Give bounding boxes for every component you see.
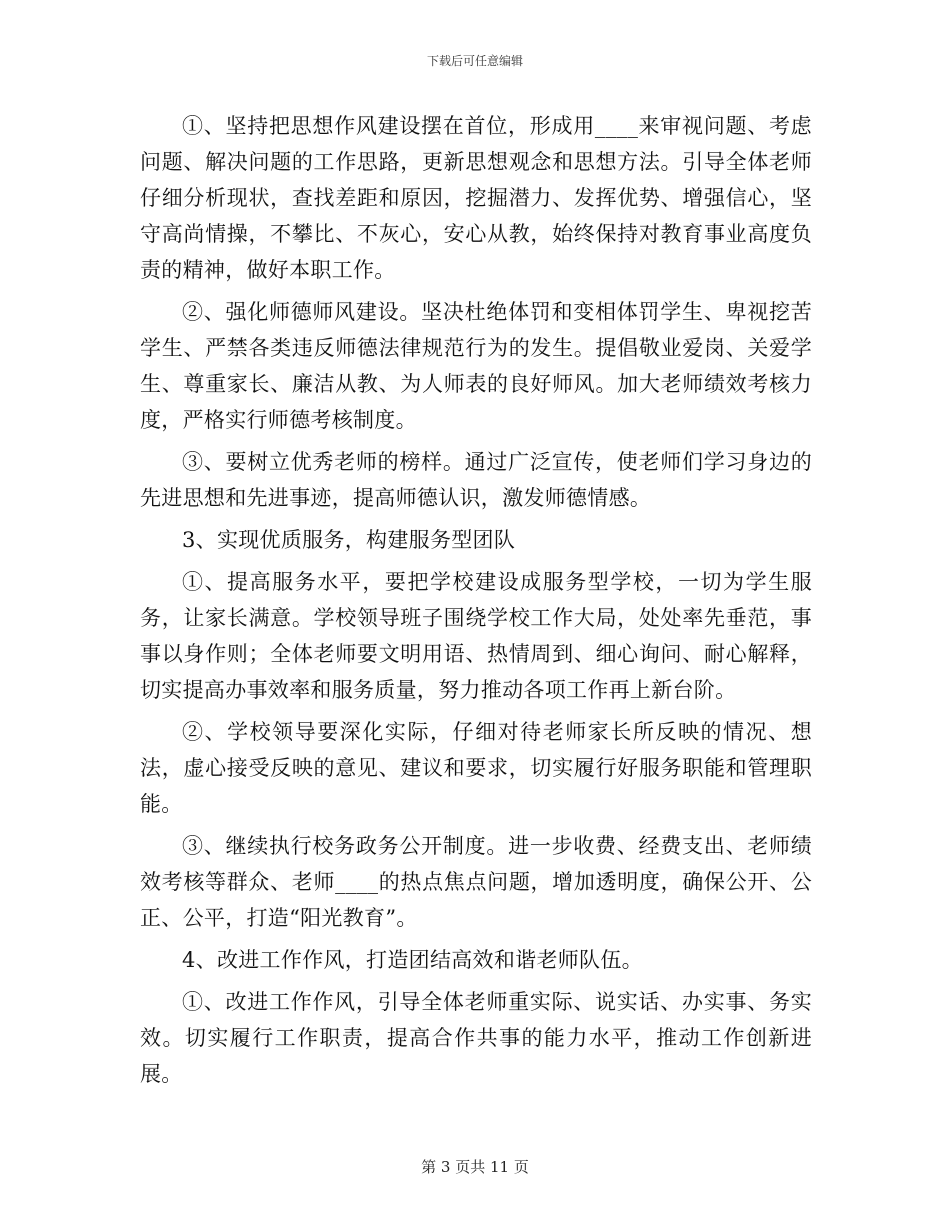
paragraph-6: ③、继续执行校务政务公开制度。进一步收费、经费支出、老师绩效考核等群众、老师____的热点焦点问题，增加透明度，确保公开、公正、公平，打造“阳光教育”。 <box>140 834 812 930</box>
section-heading-4: 4、改进工作作风，打造团结高效和谐老师队伍。 <box>182 948 643 972</box>
paragraph-5: ②、学校领导要深化实际，仔细对待老师家长所反映的情况、想法，虚心接受反映的意见、建议和要求，切实履行好服务职能和管理职能。 <box>140 720 812 816</box>
page-header: 下载后可任意编辑 <box>426 54 523 68</box>
paragraph-4: ①、提高服务水平，要把学校建设成服务型学校，一切为学生服务，让家长满意。学校领导班子围绕学校工作大局，处处率先垂范，事事以身作则；全体老师要文明用语、热情周到、细心询问、耐心解释，切实提高办事效率和服务质量，努力推动各项工作再上新台阶。 <box>140 570 812 702</box>
paragraph-3: ③、要树立优秀老师的榜样。通过广泛宣传，使老师们学习身边的先进思想和先进事迹，提高师德认识，激发师德情感。 <box>140 450 812 510</box>
paragraph-2: ②、强化师德师风建设。坚决杜绝体罚和变相体罚学生、卑视挖苦学生、严禁各类违反师德法律规范行为的发生。提倡敬业爱岗、关爱学生、尊重家长、廉洁从教、为人师表的良好师风。加大老师绩效考核力度，严格实行师德考核制度。 <box>140 300 812 432</box>
paragraph-1: ①、坚持把思想作风建设摆在首位，形成用____来审视问题、考虑问题、解决问题的工作思路，更新思想观念和思想方法。引导全体老师仔细分析现状，查找差距和原因，挖掘潜力、发挥优势、增强信心，坚守高尚情操，不攀比、不灰心，安心从教，始终保持对教育事业高度负责的精神，做好本职工作。 <box>140 114 812 282</box>
paragraph-7: ①、改进工作作风，引导全体老师重实际、说实话、办实事、务实效。切实履行工作职责，提高合作共事的能力水平，推动工作创新进展。 <box>140 990 812 1086</box>
document-body <box>140 108 812 1092</box>
section-heading-3: 3、实现优质服务，构建服务型团队 <box>182 528 516 552</box>
page-footer: 第 3 页共 11 页 <box>421 1158 529 1176</box>
